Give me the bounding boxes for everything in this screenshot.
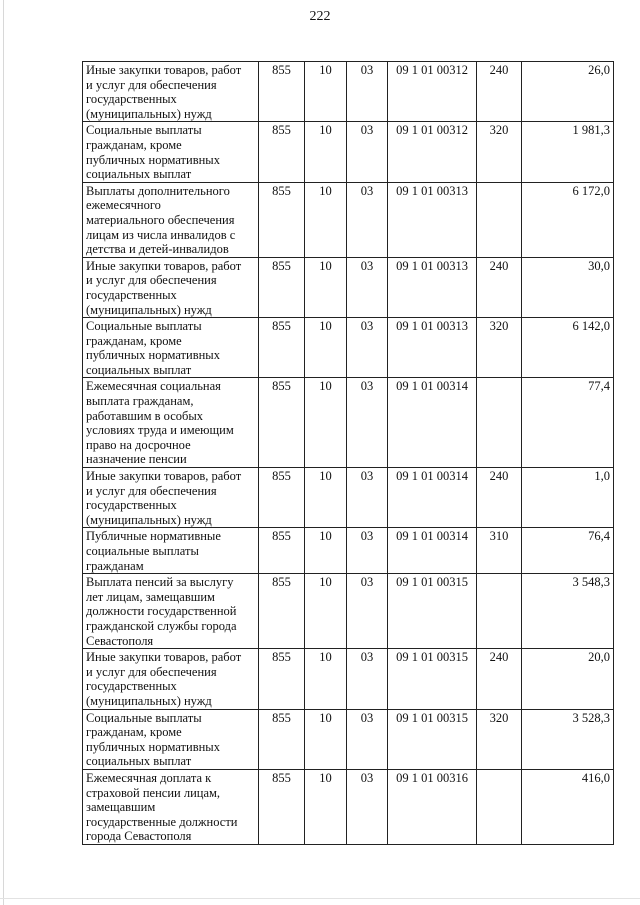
subsection-code-cell: 03	[347, 122, 388, 182]
ministry-code-cell: 855	[259, 574, 305, 649]
amount-cell: 6 142,0	[522, 318, 614, 378]
budget-table	[82, 61, 614, 845]
target-article-cell: 09 1 01 00314	[388, 468, 477, 528]
subsection-code-cell: 03	[347, 468, 388, 528]
table-row	[83, 122, 614, 182]
expense-type-cell	[477, 769, 522, 844]
table-row	[83, 468, 614, 528]
expense-type-cell: 320	[477, 122, 522, 182]
subsection-code-cell: 03	[347, 709, 388, 769]
subsection-code-cell: 03	[347, 649, 388, 709]
section-code-cell: 10	[305, 468, 347, 528]
target-article-cell: 09 1 01 00314	[388, 378, 477, 468]
row-name-cell: Социальные выплаты гражданам, кроме публичных нормативных социальных выплат	[83, 709, 259, 769]
section-code-cell: 10	[305, 62, 347, 122]
row-name-cell: Выплата пенсий за выслугу лет лицам, замещавшим должности государственной гражданской службы города Севастополя	[83, 574, 259, 649]
amount-cell: 20,0	[522, 649, 614, 709]
table-row	[83, 378, 614, 468]
amount-cell: 26,0	[522, 62, 614, 122]
amount-cell: 6 172,0	[522, 182, 614, 257]
amount-cell: 3 548,3	[522, 574, 614, 649]
ministry-code-cell: 855	[259, 709, 305, 769]
scan-edge-bottom	[0, 898, 640, 899]
row-name-cell: Иные закупки товаров, работ и услуг для обеспечения государственных (муниципальных) нужд	[83, 62, 259, 122]
subsection-code-cell: 03	[347, 182, 388, 257]
target-article-cell: 09 1 01 00312	[388, 122, 477, 182]
subsection-code-cell: 03	[347, 62, 388, 122]
row-name-cell: Ежемесячная социальная выплата гражданам, работавшим в особых условиях труда и имеющим право на досрочное назначение пенсии	[83, 378, 259, 468]
target-article-cell: 09 1 01 00315	[388, 709, 477, 769]
table-row	[83, 62, 614, 122]
section-code-cell: 10	[305, 182, 347, 257]
ministry-code-cell: 855	[259, 62, 305, 122]
expense-type-cell	[477, 574, 522, 649]
ministry-code-cell: 855	[259, 649, 305, 709]
subsection-code-cell: 03	[347, 257, 388, 317]
amount-cell: 1,0	[522, 468, 614, 528]
target-article-cell: 09 1 01 00313	[388, 182, 477, 257]
ministry-code-cell: 855	[259, 182, 305, 257]
table-row	[83, 649, 614, 709]
table-row	[83, 769, 614, 844]
target-article-cell: 09 1 01 00316	[388, 769, 477, 844]
table-row	[83, 709, 614, 769]
expense-type-cell	[477, 378, 522, 468]
section-code-cell: 10	[305, 257, 347, 317]
section-code-cell: 10	[305, 709, 347, 769]
section-code-cell: 10	[305, 574, 347, 649]
row-name-cell: Ежемесячная доплата к страховой пенсии лицам, замещавшим государственные должности города Севастополя	[83, 769, 259, 844]
expense-type-cell: 240	[477, 649, 522, 709]
table-row	[83, 574, 614, 649]
amount-cell: 77,4	[522, 378, 614, 468]
expense-type-cell: 310	[477, 528, 522, 574]
expense-type-cell: 320	[477, 709, 522, 769]
row-name-cell: Социальные выплаты гражданам, кроме публичных нормативных социальных выплат	[83, 318, 259, 378]
scan-edge-left	[3, 0, 4, 905]
target-article-cell: 09 1 01 00312	[388, 62, 477, 122]
row-name-cell: Выплаты дополнительного ежемесячного материального обеспечения лицам из числа инвалидов с детства и детей-инвалидов	[83, 182, 259, 257]
section-code-cell: 10	[305, 649, 347, 709]
amount-cell: 30,0	[522, 257, 614, 317]
subsection-code-cell: 03	[347, 318, 388, 378]
table-row	[83, 257, 614, 317]
row-name-cell: Социальные выплаты гражданам, кроме публичных нормативных социальных выплат	[83, 122, 259, 182]
row-name-cell: Публичные нормативные социальные выплаты гражданам	[83, 528, 259, 574]
target-article-cell: 09 1 01 00314	[388, 528, 477, 574]
budget-table-body	[83, 62, 614, 845]
target-article-cell: 09 1 01 00313	[388, 318, 477, 378]
amount-cell: 416,0	[522, 769, 614, 844]
expense-type-cell: 240	[477, 468, 522, 528]
subsection-code-cell: 03	[347, 378, 388, 468]
expense-type-cell: 320	[477, 318, 522, 378]
row-name-cell: Иные закупки товаров, работ и услуг для обеспечения государственных (муниципальных) нужд	[83, 257, 259, 317]
table-row	[83, 318, 614, 378]
target-article-cell: 09 1 01 00315	[388, 574, 477, 649]
amount-cell: 3 528,3	[522, 709, 614, 769]
ministry-code-cell: 855	[259, 468, 305, 528]
section-code-cell: 10	[305, 528, 347, 574]
section-code-cell: 10	[305, 318, 347, 378]
expense-type-cell	[477, 182, 522, 257]
expense-type-cell: 240	[477, 62, 522, 122]
section-code-cell: 10	[305, 378, 347, 468]
subsection-code-cell: 03	[347, 574, 388, 649]
section-code-cell: 10	[305, 122, 347, 182]
amount-cell: 76,4	[522, 528, 614, 574]
ministry-code-cell: 855	[259, 528, 305, 574]
ministry-code-cell: 855	[259, 122, 305, 182]
expense-type-cell: 240	[477, 257, 522, 317]
page-number: 222	[309, 9, 331, 24]
ministry-code-cell: 855	[259, 257, 305, 317]
row-name-cell: Иные закупки товаров, работ и услуг для обеспечения государственных (муниципальных) нужд	[83, 468, 259, 528]
table-row	[83, 182, 614, 257]
section-code-cell: 10	[305, 769, 347, 844]
ministry-code-cell: 855	[259, 378, 305, 468]
table-row	[83, 528, 614, 574]
row-name-cell: Иные закупки товаров, работ и услуг для обеспечения государственных (муниципальных) нужд	[83, 649, 259, 709]
subsection-code-cell: 03	[347, 769, 388, 844]
target-article-cell: 09 1 01 00315	[388, 649, 477, 709]
ministry-code-cell: 855	[259, 318, 305, 378]
amount-cell: 1 981,3	[522, 122, 614, 182]
ministry-code-cell: 855	[259, 769, 305, 844]
target-article-cell: 09 1 01 00313	[388, 257, 477, 317]
subsection-code-cell: 03	[347, 528, 388, 574]
